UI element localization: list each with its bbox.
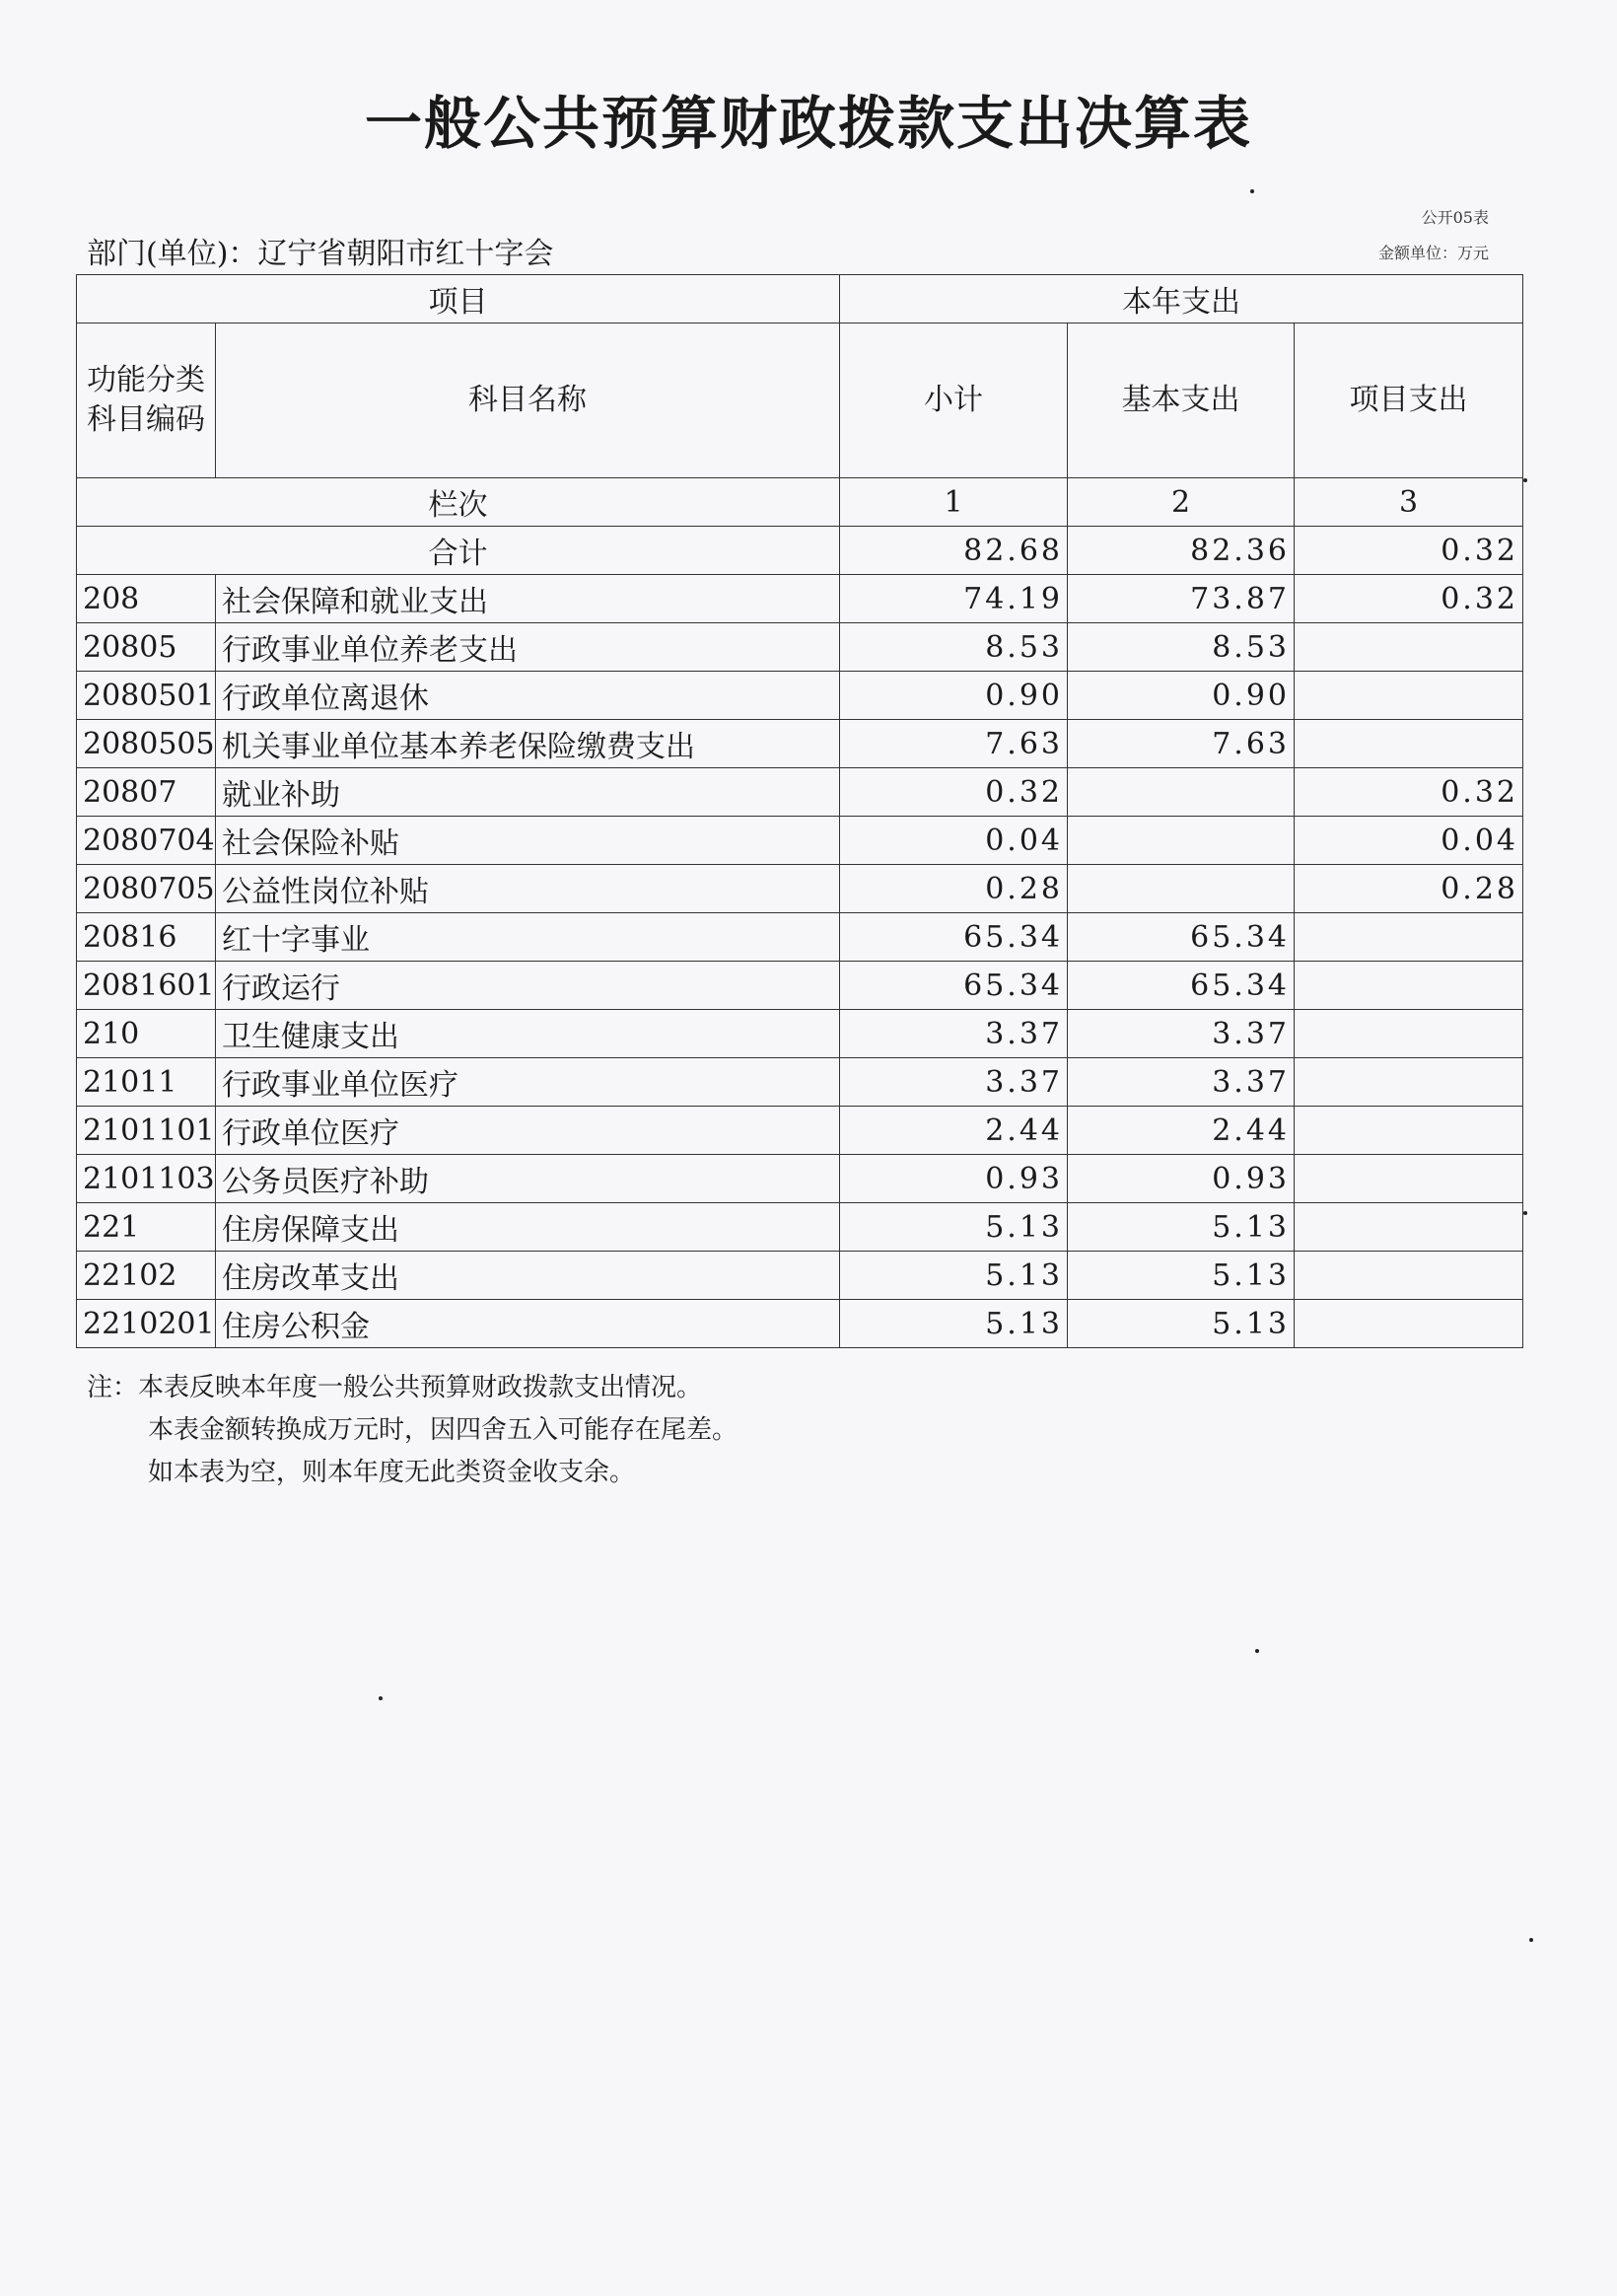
row-code: 2081601 (77, 962, 216, 1010)
row-name: 行政单位离退休 (216, 672, 840, 720)
row-name: 行政单位医疗 (216, 1107, 840, 1155)
row-code: 20807 (77, 768, 216, 817)
row-basic: 5.13 (1068, 1252, 1295, 1300)
table-row (77, 962, 1523, 1010)
row-code: 210 (77, 1010, 216, 1058)
table-row (77, 865, 1523, 913)
total-subtotal: 82.68 (840, 527, 1068, 575)
row-project (1295, 913, 1523, 962)
notes (87, 1367, 738, 1494)
row-project (1295, 1010, 1523, 1058)
row-basic: 65.34 (1068, 913, 1295, 962)
header-subtotal: 小计 (840, 323, 1068, 478)
row-code: 2101103 (77, 1155, 216, 1203)
table-row (77, 575, 1523, 623)
row-basic: 3.37 (1068, 1058, 1295, 1107)
row-project: 0.28 (1295, 865, 1523, 913)
row-code: 2080505 (77, 720, 216, 768)
scan-speck (379, 1696, 383, 1700)
row-project (1295, 962, 1523, 1010)
row-basic: 7.63 (1068, 720, 1295, 768)
scan-speck (1255, 1649, 1259, 1653)
header-row-1 (77, 275, 1523, 323)
row-code: 2080501 (77, 672, 216, 720)
scan-speck (1523, 478, 1527, 482)
row-project: 0.32 (1295, 768, 1523, 817)
note-line: 注：本表反映本年度一般公共预算财政拨款支出情况。 (87, 1373, 703, 1402)
header-row-2 (77, 323, 1523, 478)
column-index-3: 3 (1295, 478, 1523, 527)
row-subtotal: 5.13 (840, 1203, 1068, 1252)
table-row (77, 1300, 1523, 1348)
scan-speck (1529, 1938, 1533, 1942)
row-name: 红十字事业 (216, 913, 840, 962)
row-project: 0.04 (1295, 817, 1523, 865)
row-name: 住房改革支出 (216, 1252, 840, 1300)
note-line: 如本表为空，则本年度无此类资金收支余。 (148, 1458, 636, 1487)
row-basic: 5.13 (1068, 1300, 1295, 1348)
row-subtotal: 65.34 (840, 913, 1068, 962)
header-code: 功能分类科目编码 (77, 323, 216, 478)
table-row (77, 817, 1523, 865)
total-row (77, 527, 1523, 575)
row-basic: 3.37 (1068, 1010, 1295, 1058)
row-basic: 65.34 (1068, 962, 1295, 1010)
row-basic: 8.53 (1068, 623, 1295, 672)
row-code: 208 (77, 575, 216, 623)
row-code: 2080704 (77, 817, 216, 865)
row-code: 21011 (77, 1058, 216, 1107)
row-basic: 2.44 (1068, 1107, 1295, 1155)
row-name: 住房公积金 (216, 1300, 840, 1348)
scan-speck (1250, 189, 1254, 193)
row-name: 行政运行 (216, 962, 840, 1010)
row-basic: 0.90 (1068, 672, 1295, 720)
total-label: 合计 (77, 527, 840, 575)
column-index-row (77, 478, 1523, 527)
row-name: 社会保险补贴 (216, 817, 840, 865)
note-line: 本表金额转换成万元时，因四舍五入可能存在尾差。 (148, 1415, 738, 1445)
table-row (77, 768, 1523, 817)
row-subtotal: 65.34 (840, 962, 1068, 1010)
row-subtotal: 5.13 (840, 1252, 1068, 1300)
row-name: 公益性岗位补贴 (216, 865, 840, 913)
table-row (77, 623, 1523, 672)
row-name: 机关事业单位基本养老保险缴费支出 (216, 720, 840, 768)
header-project: 项目支出 (1295, 323, 1523, 478)
column-index-2: 2 (1068, 478, 1295, 527)
row-project (1295, 1107, 1523, 1155)
row-code: 22102 (77, 1252, 216, 1300)
expenditure-table (76, 274, 1523, 1348)
row-subtotal: 0.93 (840, 1155, 1068, 1203)
row-subtotal: 0.04 (840, 817, 1068, 865)
header-basic: 基本支出 (1068, 323, 1295, 478)
row-subtotal: 3.37 (840, 1010, 1068, 1058)
row-project (1295, 720, 1523, 768)
row-name: 社会保障和就业支出 (216, 575, 840, 623)
row-code: 2101101 (77, 1107, 216, 1155)
row-basic (1068, 768, 1295, 817)
header-name: 科目名称 (216, 323, 840, 478)
table-row (77, 1058, 1523, 1107)
row-subtotal: 8.53 (840, 623, 1068, 672)
row-subtotal: 74.19 (840, 575, 1068, 623)
row-name: 公务员医疗补助 (216, 1155, 840, 1203)
row-subtotal: 7.63 (840, 720, 1068, 768)
amount-unit: 金额单位：万元 (1377, 244, 1489, 262)
table-row (77, 1010, 1523, 1058)
row-code: 2080705 (77, 865, 216, 913)
row-name: 行政事业单位医疗 (216, 1058, 840, 1107)
page-title: 一般公共预算财政拨款支出决算表 (364, 90, 1252, 157)
row-basic: 0.93 (1068, 1155, 1295, 1203)
row-project: 0.32 (1295, 575, 1523, 623)
table-row (77, 720, 1523, 768)
row-code: 221 (77, 1203, 216, 1252)
row-subtotal: 2.44 (840, 1107, 1068, 1155)
row-project (1295, 672, 1523, 720)
table-row (77, 1203, 1523, 1252)
row-project (1295, 1058, 1523, 1107)
header-item: 项目 (77, 275, 840, 323)
department-label: 部门(单位)：辽宁省朝阳市红十字会 (87, 237, 554, 271)
row-project (1295, 623, 1523, 672)
column-index-label: 栏次 (77, 478, 840, 527)
row-basic: 73.87 (1068, 575, 1295, 623)
table-row (77, 1107, 1523, 1155)
table-row (77, 1252, 1523, 1300)
header-current-year: 本年支出 (840, 275, 1523, 323)
row-basic: 5.13 (1068, 1203, 1295, 1252)
row-project (1295, 1300, 1523, 1348)
total-project: 0.32 (1295, 527, 1523, 575)
row-basic (1068, 865, 1295, 913)
table-row (77, 672, 1523, 720)
row-subtotal: 0.90 (840, 672, 1068, 720)
row-name: 卫生健康支出 (216, 1010, 840, 1058)
row-project (1295, 1155, 1523, 1203)
row-subtotal: 5.13 (840, 1300, 1068, 1348)
row-subtotal: 0.28 (840, 865, 1068, 913)
row-name: 住房保障支出 (216, 1203, 840, 1252)
row-project (1295, 1252, 1523, 1300)
table-row (77, 913, 1523, 962)
row-basic (1068, 817, 1295, 865)
form-number: 公开05表 (1421, 208, 1489, 227)
row-code: 2210201 (77, 1300, 216, 1348)
row-name: 就业补助 (216, 768, 840, 817)
scan-speck (1523, 1211, 1527, 1215)
total-basic: 82.36 (1068, 527, 1295, 575)
row-code: 20816 (77, 913, 216, 962)
row-name: 行政事业单位养老支出 (216, 623, 840, 672)
row-subtotal: 3.37 (840, 1058, 1068, 1107)
column-index-1: 1 (840, 478, 1068, 527)
row-subtotal: 0.32 (840, 768, 1068, 817)
row-project (1295, 1203, 1523, 1252)
table-row (77, 1155, 1523, 1203)
row-code: 20805 (77, 623, 216, 672)
